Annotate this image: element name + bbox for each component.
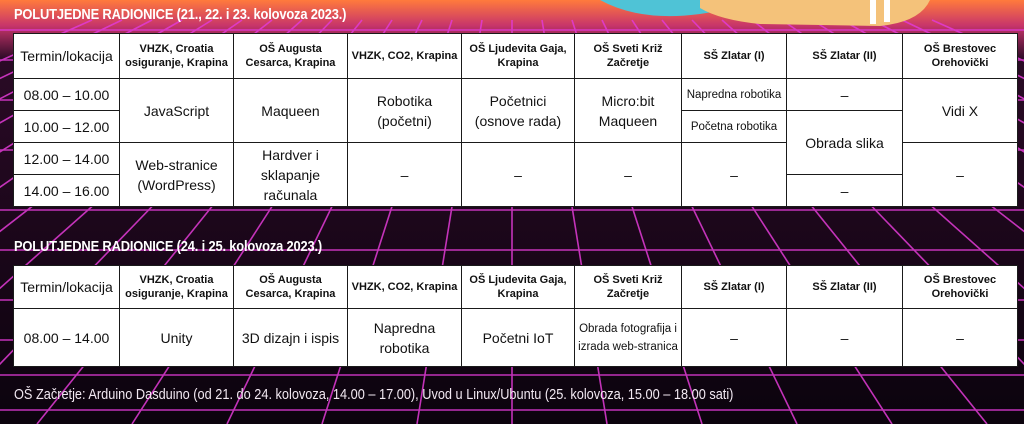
empty-cell: – (575, 143, 682, 207)
column-header: VHZK, Croatia osiguranje, Krapina (120, 34, 234, 79)
workshop-cell: Početna robotika (682, 111, 787, 143)
column-header: OŠ Sveti Križ Začretje (575, 266, 682, 309)
workshop-cell: Napredna robotika (682, 79, 787, 111)
workshop-cell: Početni IoT (462, 309, 575, 367)
schedule-table-2 (13, 265, 1018, 367)
empty-cell: – (462, 143, 575, 207)
column-header: VHZK, Croatia osiguranje, Krapina (120, 266, 234, 309)
workshop-cell: Obrada fotografija i izrada web-stranica (575, 309, 682, 367)
footnote: OŠ Začretje: Arduino Dasduino (od 21. do 24. kolovoza, 14.00 – 17.00), Uvod u Linux/Ubuntu (25. kolovoza, 15.00 – 18.00 sati) (14, 386, 734, 403)
empty-cell: – (903, 309, 1018, 367)
column-header: OŠ Brestovec Orehovički (903, 34, 1018, 79)
column-header: SŠ Zlatar (II) (787, 266, 903, 309)
column-header: OŠ Ljudevita Gaja, Krapina (462, 266, 575, 309)
table-header-row (14, 266, 1018, 309)
time-slot: 08.00 – 10.00 (14, 79, 120, 111)
time-slot: 14.00 – 16.00 (14, 175, 120, 207)
workshop-cell: Maqueen (234, 79, 348, 143)
column-header: VHZK, CO2, Krapina (348, 266, 462, 309)
empty-cell: – (787, 309, 903, 367)
workshop-cell: Hardver i sklapanje računala (234, 143, 348, 207)
empty-cell: – (682, 309, 787, 367)
workshop-cell: Početnici (osnove rada) (462, 79, 575, 143)
workshop-cell: Robotika (početni) (348, 79, 462, 143)
column-header: SŠ Zlatar (II) (787, 34, 903, 79)
time-slot: 12.00 – 14.00 (14, 143, 120, 175)
time-slot: 08.00 – 14.00 (14, 309, 120, 367)
workshop-cell: Vidi X (903, 79, 1018, 143)
table-row (14, 309, 1018, 367)
column-header: Termin/lokacija (14, 266, 120, 309)
empty-cell: – (787, 175, 903, 207)
column-header: OŠ Brestovec Orehovički (903, 266, 1018, 309)
column-header: OŠ Sveti Križ Začretje (575, 34, 682, 79)
empty-cell: – (787, 79, 903, 111)
table-row (14, 79, 1018, 111)
table-header-row (14, 34, 1018, 79)
section1-title: POLUTJEDNE RADIONICE (21., 22. i 23. kolovoza 2023.) (14, 6, 347, 23)
empty-cell: – (682, 143, 787, 207)
workshop-cell: Unity (120, 309, 234, 367)
column-header: SŠ Zlatar (I) (682, 34, 787, 79)
column-header: OŠ Augusta Cesarca, Krapina (234, 266, 348, 309)
workshop-cell: Obrada slika (787, 111, 903, 175)
workshop-cell: Napredna robotika (348, 309, 462, 367)
empty-cell: – (348, 143, 462, 207)
empty-cell: – (903, 143, 1018, 207)
column-header: SŠ Zlatar (I) (682, 266, 787, 309)
workshop-cell: 3D dizajn i ispis (234, 309, 348, 367)
workshop-cell: Web-stranice (WordPress) (120, 143, 234, 207)
column-header: OŠ Ljudevita Gaja, Krapina (462, 34, 575, 79)
workshop-cell: Micro:bit Maqueen (575, 79, 682, 143)
column-header: OŠ Augusta Cesarca, Krapina (234, 34, 348, 79)
schedule-table-1 (13, 33, 1018, 207)
section2-title: POLUTJEDNE RADIONICE (24. i 25. kolovoza 2023.) (14, 238, 323, 255)
time-slot: 10.00 – 12.00 (14, 111, 120, 143)
workshop-cell: JavaScript (120, 79, 234, 143)
column-header: VHZK, CO2, Krapina (348, 34, 462, 79)
column-header: Termin/lokacija (14, 34, 120, 79)
